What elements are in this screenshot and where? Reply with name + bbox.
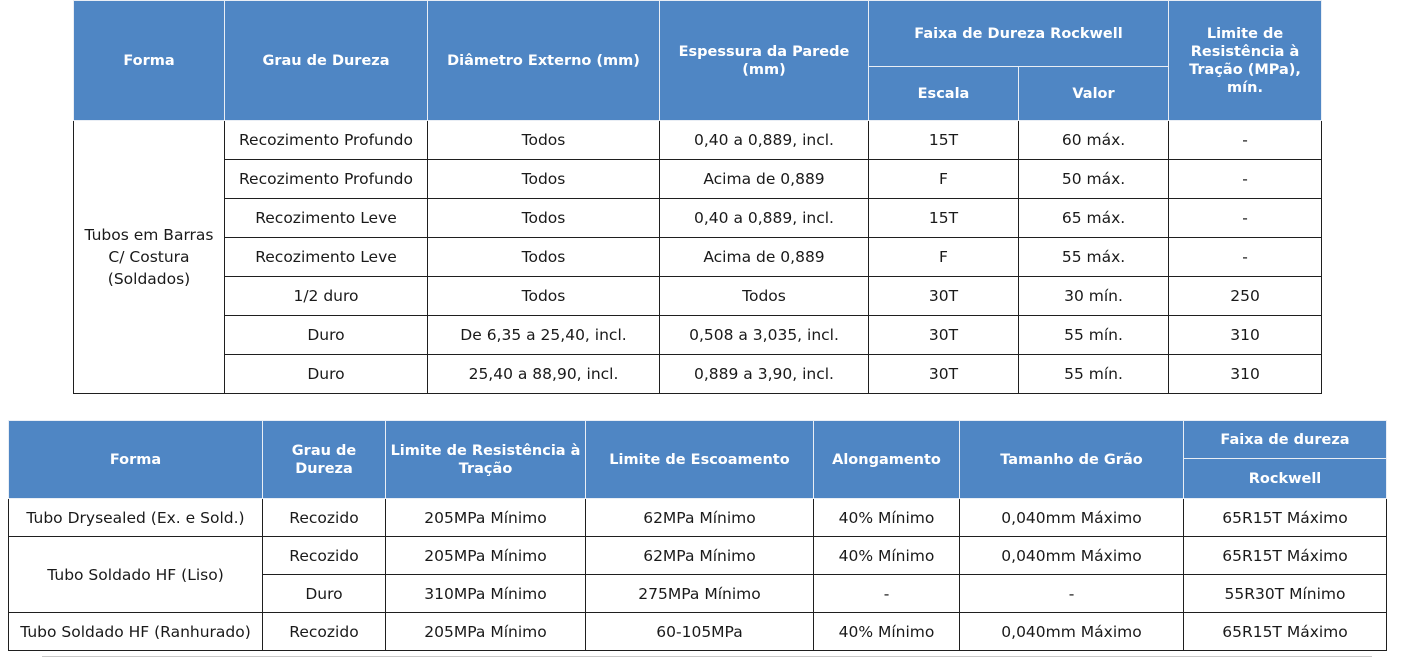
table-row (74, 199, 1322, 238)
bottom-divider (42, 656, 1372, 657)
grau-cell: Recozimento Leve (225, 199, 428, 238)
diametro-cell: De 6,35 a 25,40, incl. (428, 316, 660, 355)
espessura-cell: Acima de 0,889 (660, 238, 869, 277)
limite-cell: - (1169, 199, 1322, 238)
espessura-cell: Acima de 0,889 (660, 160, 869, 199)
rockwell-cell: 65R15T Máximo (1184, 499, 1387, 537)
alongamento-cell: - (814, 575, 960, 613)
limite-cell: 310 (1169, 316, 1322, 355)
valor-cell: 55 mín. (1019, 316, 1169, 355)
grau-cell: Duro (225, 355, 428, 394)
grao-cell: 0,040mm Máximo (960, 499, 1184, 537)
limite-cell: - (1169, 238, 1322, 277)
table-row (9, 613, 1387, 651)
escoamento-cell: 60-105MPa (586, 613, 814, 651)
escala-cell: F (869, 160, 1019, 199)
forma-cell: Tubo Soldado HF (Ranhurado) (9, 613, 263, 651)
escala-cell: 30T (869, 277, 1019, 316)
table-row (74, 355, 1322, 394)
alongamento-cell: 40% Mínimo (814, 499, 960, 537)
escala-cell: 30T (869, 316, 1019, 355)
grau-cell: Recozido (263, 537, 386, 575)
header-grau-de-dureza: Grau de Dureza (225, 1, 428, 121)
diametro-cell: 25,40 a 88,90, incl. (428, 355, 660, 394)
table-row (74, 121, 1322, 160)
espessura-cell: 0,40 a 0,889, incl. (660, 121, 869, 160)
limite-cell: - (1169, 160, 1322, 199)
header-forma: Forma (74, 1, 225, 121)
diametro-cell: Todos (428, 277, 660, 316)
grau-cell: Recozido (263, 613, 386, 651)
diametro-cell: Todos (428, 160, 660, 199)
tracao-cell: 205MPa Mínimo (386, 499, 586, 537)
header-limite-resistencia: Limite de Resistência à Tração (MPa), mín. (1169, 1, 1322, 121)
tracao-cell: 205MPa Mínimo (386, 537, 586, 575)
grau-cell: Duro (263, 575, 386, 613)
forma-cell: Tubo Soldado HF (Liso) (9, 537, 263, 613)
limite-cell: - (1169, 121, 1322, 160)
alongamento-cell: 40% Mínimo (814, 537, 960, 575)
diametro-cell: Todos (428, 121, 660, 160)
hardness-table-welded-tubes (73, 0, 1322, 394)
escala-cell: 30T (869, 355, 1019, 394)
valor-cell: 50 máx. (1019, 160, 1169, 199)
mechanical-properties-table (8, 420, 1387, 651)
header-escala: Escala (869, 67, 1019, 121)
table-row (74, 238, 1322, 277)
header-faixa-dureza: Faixa de dureza (1184, 421, 1387, 459)
header-diametro-externo: Diâmetro Externo (mm) (428, 1, 660, 121)
grao-cell: 0,040mm Máximo (960, 613, 1184, 651)
espessura-cell: 0,508 a 3,035, incl. (660, 316, 869, 355)
limite-cell: 250 (1169, 277, 1322, 316)
espessura-cell: Todos (660, 277, 869, 316)
table-row (9, 537, 1387, 575)
diametro-cell: Todos (428, 199, 660, 238)
limite-cell: 310 (1169, 355, 1322, 394)
header-faixa-dureza-rockwell: Faixa de Dureza Rockwell (869, 1, 1169, 67)
table-row (74, 160, 1322, 199)
valor-cell: 55 mín. (1019, 355, 1169, 394)
header-espessura-parede: Espessura da Parede (mm) (660, 1, 869, 121)
header-limite-tracao: Limite de Resistência à Tração (386, 421, 586, 499)
forma-cell: Tubos em Barras C/ Costura (Soldados) (74, 121, 225, 394)
rockwell-cell: 55R30T Mínimo (1184, 575, 1387, 613)
table-row (9, 499, 1387, 537)
header-alongamento: Alongamento (814, 421, 960, 499)
header-grau-de-dureza: Grau de Dureza (263, 421, 386, 499)
valor-cell: 65 máx. (1019, 199, 1169, 238)
table-row (74, 277, 1322, 316)
escala-cell: 15T (869, 199, 1019, 238)
grao-cell: 0,040mm Máximo (960, 537, 1184, 575)
grau-cell: Recozido (263, 499, 386, 537)
grau-cell: Recozimento Leve (225, 238, 428, 277)
escoamento-cell: 275MPa Mínimo (586, 575, 814, 613)
table-row (74, 316, 1322, 355)
rockwell-cell: 65R15T Máximo (1184, 537, 1387, 575)
forma-cell: Tubo Drysealed (Ex. e Sold.) (9, 499, 263, 537)
valor-cell: 60 máx. (1019, 121, 1169, 160)
rockwell-cell: 65R15T Máximo (1184, 613, 1387, 651)
espessura-cell: 0,40 a 0,889, incl. (660, 199, 869, 238)
header-forma: Forma (9, 421, 263, 499)
grau-cell: 1/2 duro (225, 277, 428, 316)
header-limite-escoamento: Limite de Escoamento (586, 421, 814, 499)
alongamento-cell: 40% Mínimo (814, 613, 960, 651)
tracao-cell: 205MPa Mínimo (386, 613, 586, 651)
escala-cell: F (869, 238, 1019, 277)
grao-cell: - (960, 575, 1184, 613)
valor-cell: 30 mín. (1019, 277, 1169, 316)
header-tamanho-grao: Tamanho de Grão (960, 421, 1184, 499)
diametro-cell: Todos (428, 238, 660, 277)
valor-cell: 55 máx. (1019, 238, 1169, 277)
escoamento-cell: 62MPa Mínimo (586, 499, 814, 537)
grau-cell: Recozimento Profundo (225, 160, 428, 199)
header-valor: Valor (1019, 67, 1169, 121)
tracao-cell: 310MPa Mínimo (386, 575, 586, 613)
grau-cell: Duro (225, 316, 428, 355)
escala-cell: 15T (869, 121, 1019, 160)
header-rockwell: Rockwell (1184, 459, 1387, 499)
grau-cell: Recozimento Profundo (225, 121, 428, 160)
escoamento-cell: 62MPa Mínimo (586, 537, 814, 575)
espessura-cell: 0,889 a 3,90, incl. (660, 355, 869, 394)
